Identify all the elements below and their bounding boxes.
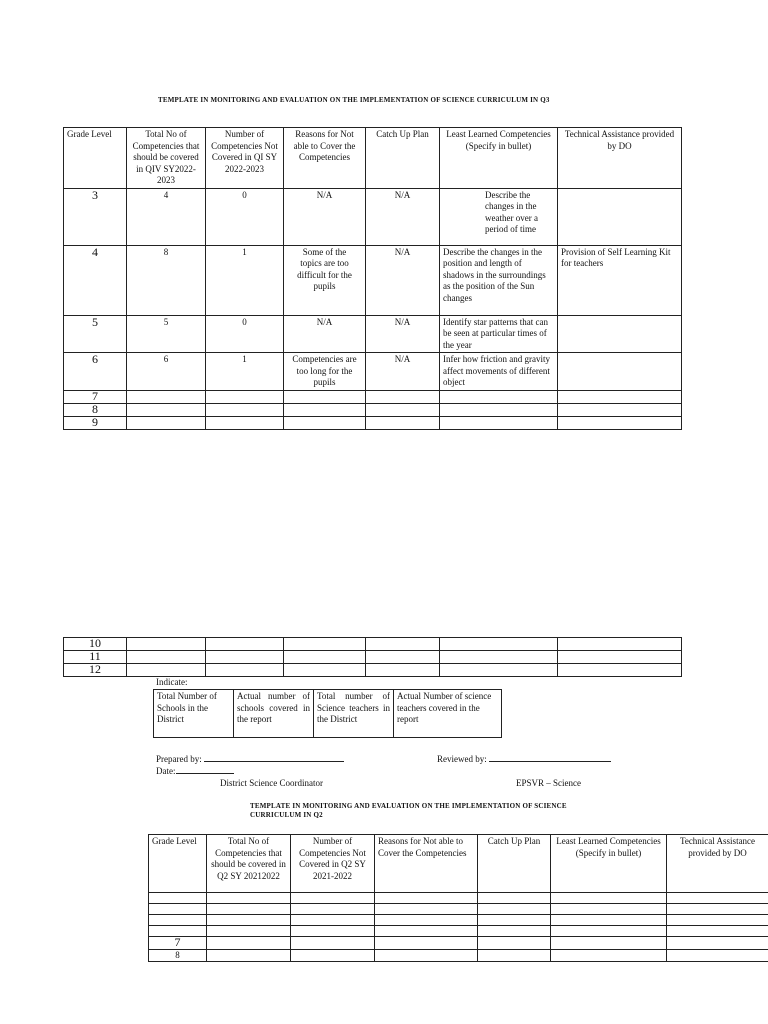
date-line xyxy=(176,773,234,774)
assistance-cell xyxy=(558,315,682,353)
total-cell: 8 xyxy=(127,245,206,315)
table-row xyxy=(64,651,682,664)
reviewed-by xyxy=(437,754,611,764)
actual-schools-cell: Actual number of schools covered in the report xyxy=(234,690,314,738)
table-row xyxy=(64,315,682,353)
least-learned-cell xyxy=(440,188,558,245)
header-technical-assistance: Technical Assistance provided by DO xyxy=(558,128,682,189)
grade-cell: 8 xyxy=(149,950,207,962)
table-row xyxy=(64,188,682,245)
table-row xyxy=(149,904,768,915)
actual-teachers-cell: Actual Number of science teachers covered in the report xyxy=(394,690,502,738)
table-header-row xyxy=(149,835,768,893)
table-row xyxy=(149,926,768,937)
catch-up-cell: N/A xyxy=(366,245,440,315)
grade-cell xyxy=(149,915,207,926)
prepared-by-label: Prepared by: xyxy=(156,754,202,764)
epsvr-label: EPSVR – Science xyxy=(516,778,581,788)
header-total-competencies: Total No of Competencies that should be covered in Q2 SY 20212022 xyxy=(207,835,291,893)
header-grade-level: Grade Level xyxy=(149,835,207,893)
not-covered-cell: 1 xyxy=(206,245,284,315)
header-not-covered: Number of Competencies Not Covered in Q2 SY 2021-2022 xyxy=(291,835,375,893)
grade-cell: 6 xyxy=(64,353,127,391)
reasons-cell xyxy=(284,245,366,315)
total-cell: 5 xyxy=(127,315,206,353)
grade-cell: 8 xyxy=(64,403,127,416)
grade-cell xyxy=(149,904,207,915)
coordinator-label: District Science Coordinator xyxy=(220,778,323,788)
header-total-competencies: Total No of Competencies that should be covered in QIV SY2022-2023 xyxy=(127,128,206,189)
section-title-q2: TEMPLATE IN MONITORING AND EVALUATION ON THE IMPLEMENTATION OF SCIENCE xyxy=(250,802,567,810)
reviewed-by-line xyxy=(489,761,611,762)
least-learned-cell: Describe the changes in the position and length of shadows in the surroundings as the position of the Sun changes xyxy=(440,245,558,315)
grade-cell xyxy=(149,893,207,904)
reasons-cell: Competencies are too long for the pupils xyxy=(284,353,366,391)
science-curriculum-table-continued xyxy=(63,637,682,677)
total-cell: 4 xyxy=(127,188,206,245)
header-reasons: Reasons for Not able to Cover the Competencies xyxy=(284,128,366,189)
catch-up-cell: N/A xyxy=(366,315,440,353)
table-row xyxy=(64,353,682,391)
grade-cell: 5 xyxy=(64,315,127,353)
total-cell: 6 xyxy=(127,353,206,391)
science-curriculum-table-q2 xyxy=(148,834,768,962)
prepared-by-line xyxy=(204,761,344,762)
header-catch-up-plan: Catch Up Plan xyxy=(366,128,440,189)
assistance-cell: Provision of Self Learning Kit for teachers xyxy=(558,245,682,315)
grade-cell: 11 xyxy=(64,651,127,664)
table-row xyxy=(64,403,682,416)
assistance-cell xyxy=(558,353,682,391)
reasons-text: Some of the topics are too difficult for the pupils xyxy=(297,246,352,291)
science-curriculum-table-q3 xyxy=(63,127,682,430)
grade-cell: 10 xyxy=(64,638,127,651)
not-covered-cell: 0 xyxy=(206,188,284,245)
least-learned-cell: Infer how friction and gravity affect movements of different object xyxy=(440,353,558,391)
table-row xyxy=(149,915,768,926)
least-learned-text: Describe the changes in the weather over a period of time xyxy=(485,189,538,234)
header-not-covered: Number of Competencies Not Covered in QI SY 2022-2023 xyxy=(206,128,284,189)
total-teachers-cell: Total number of Science teachers in the District xyxy=(314,690,394,738)
table-row xyxy=(149,937,768,950)
header-reasons: Reasons for Not able to Cover the Competencies xyxy=(375,835,478,893)
grade-cell: 4 xyxy=(64,245,127,315)
header-least-learned: Least Learned Competencies (Specify in bullet) xyxy=(440,128,558,189)
table-row xyxy=(64,638,682,651)
header-technical-assistance: Technical Assistance provided by DO xyxy=(667,835,768,893)
assistance-cell xyxy=(558,188,682,245)
catch-up-cell: N/A xyxy=(366,188,440,245)
date xyxy=(156,766,234,776)
catch-up-cell: N/A xyxy=(366,353,440,391)
header-catch-up-plan: Catch Up Plan xyxy=(478,835,551,893)
not-covered-cell: 0 xyxy=(206,315,284,353)
grade-cell: 7 xyxy=(64,390,127,403)
header-grade-level: Grade Level xyxy=(64,128,127,189)
table-row xyxy=(64,664,682,677)
indicate-table xyxy=(153,689,502,738)
page-title: TEMPLATE IN MONITORING AND EVALUATION ON THE IMPLEMENTATION OF SCIENCE CURRICULUM IN Q3 xyxy=(158,96,550,104)
prepared-by xyxy=(156,754,344,764)
least-learned-cell: Identify star patterns that can be seen at particular times of the year xyxy=(440,315,558,353)
grade-cell: 9 xyxy=(64,416,127,429)
indicate-label: Indicate: xyxy=(156,677,188,687)
table-row xyxy=(149,893,768,904)
grade-cell: 3 xyxy=(64,188,127,245)
grade-cell: 7 xyxy=(149,937,207,950)
total-schools-cell: Total Number of Schools in the District xyxy=(154,690,234,738)
section-title-q2-line2: CURRICULUM IN Q2 xyxy=(250,811,323,819)
header-least-learned: Least Learned Competencies (Specify in bullet) xyxy=(551,835,667,893)
table-row xyxy=(64,416,682,429)
reasons-cell: N/A xyxy=(284,188,366,245)
table-row xyxy=(64,245,682,315)
table-row xyxy=(149,950,768,962)
table-header-row xyxy=(64,128,682,189)
table-row xyxy=(64,390,682,403)
grade-cell: 12 xyxy=(64,664,127,677)
not-covered-cell: 1 xyxy=(206,353,284,391)
reasons-cell: N/A xyxy=(284,315,366,353)
date-label: Date: xyxy=(156,766,176,776)
reviewed-by-label: Reviewed by: xyxy=(437,754,487,764)
